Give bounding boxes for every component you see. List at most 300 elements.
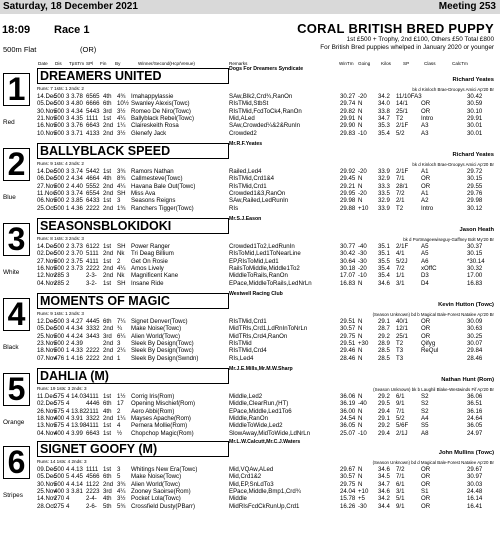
form-cell-win-time: 24.54 [340, 414, 356, 422]
column-header-dist: Dis [55, 61, 62, 66]
form-cell-remarks: MiddleToRails,RanOn [229, 272, 288, 280]
form-cell-trap-split: 5 4.45 [66, 473, 83, 481]
form-cell-kilos: 35.5 [378, 257, 390, 265]
form-cell-finish: 1st [103, 197, 112, 205]
form-cell-going: N [358, 197, 363, 205]
form-cell-win-time: 29.75 [340, 332, 356, 340]
form-cell-winner-second: Claireskeith Rosa [131, 122, 179, 130]
form-cell-win-time: 29.92 [340, 168, 356, 175]
form-cell-sectionals: 2223 [86, 487, 100, 495]
form-cell-date: 06.Nov [37, 197, 57, 205]
form-cell-date: 13.Nov [37, 422, 57, 430]
form-cell-sectionals: 4111 [86, 393, 99, 400]
form-cell-win-time: 29.51 [340, 339, 356, 347]
form-cell-winner-second: Whitings New Era(Towc) [131, 466, 198, 473]
form-cell-kilos: 29.1 [378, 414, 390, 422]
form-cell-date: 05.Dec [37, 325, 57, 333]
form-cell-date: 16.Nov [37, 122, 57, 130]
form-cell-sp: 6/1 [396, 393, 405, 400]
form-cell-going: -40 [358, 400, 367, 408]
form-cell-finish: 2nd [103, 204, 114, 212]
form-cell-going: -40 [358, 243, 367, 250]
form-cell-kilos: 34.7 [378, 480, 390, 488]
form-cell-finish: 4th [103, 175, 112, 183]
form-cell-finish: 2nd [103, 354, 114, 362]
form-cell-calc-time: 16.83 [467, 279, 483, 287]
form-cell-calc-time: 30.63 [467, 325, 483, 333]
race-prize: 1st £500 + Trophy, 2nd £100, Others £50 Total £800 [346, 36, 494, 43]
form-cell-finish: 2nd [103, 264, 114, 272]
form-cell-finish: 1st [103, 257, 112, 265]
form-cell-date: 09.Dec [37, 466, 57, 473]
form-cell-class: S2 [421, 400, 429, 408]
form-cell-trap-split: 3 3.74 [66, 189, 83, 197]
form-cell-going: N [358, 182, 363, 190]
trap-colour: Red [3, 119, 15, 126]
column-header-finish: Fin [100, 61, 107, 66]
form-cell-win-time: 30.57 [340, 325, 356, 333]
form-cell-date: 11.Nov [37, 189, 56, 197]
breeding-info: bk d Portmageewiseguy-Gaffney Bolt My'20 Br [403, 237, 494, 242]
form-cell-by: 3¾ [117, 480, 126, 488]
form-cell-sectionals: 3332 [86, 325, 100, 333]
form-cell-by: 3¾ [117, 168, 126, 175]
form-cell-remarks: Mid,EP,SnLdTo3 [229, 480, 274, 488]
form-cell-dist: 500 [54, 332, 65, 340]
form-row [0, 355, 500, 363]
form-cell-winner-second: Pernera Mollie(Rom) [131, 422, 188, 430]
form-cell-class: S2 [421, 407, 429, 415]
form-cell-calc-time: 29.55 [467, 182, 483, 190]
form-cell-by: 3 [117, 197, 121, 205]
form-cell-finish: 3rd [103, 487, 112, 495]
form-cell-sp: 1/1 [396, 272, 405, 280]
form-cell-date: 11.Dec [37, 393, 56, 400]
form-cell-dist: 500 [54, 122, 65, 130]
form-cell-winner-second: Ballyblack Rebel(Towc) [131, 114, 194, 122]
form-cell-class: OR [421, 325, 431, 333]
form-cell-remarks: Middle,ClearRun,(HT) [229, 400, 289, 408]
form-cell-kilos: 34.6 [378, 279, 390, 287]
form-cell-trap-split: 2 4.40 [66, 182, 83, 190]
form-cell-winner-second: Miss Ava [131, 189, 156, 197]
form-cell-winner-second: Ramors Nathan [131, 168, 174, 175]
form-cell-sp: 25/1 [396, 332, 408, 340]
form-cell-dist: 500 [54, 347, 65, 355]
form-cell-trap-split: 2 3.75 [66, 257, 83, 265]
form-cell-trap-split: 4 [66, 400, 70, 408]
form-cell-dist: 400 [54, 414, 65, 422]
form-cell-sp: 7/2 [396, 264, 405, 272]
form-row [0, 430, 500, 438]
form-cell-winner-second: Mayses Apache(Rom) [131, 414, 191, 422]
form-cell-date: 30.Nov [37, 480, 57, 488]
form-cell-dist: 500 [54, 182, 65, 190]
form-cell-win-time: 30.64 [340, 257, 356, 265]
form-cell-remarks: Middle,Led2 [229, 393, 263, 400]
form-cell-finish: 1st [103, 422, 112, 430]
form-cell-dist: 500 [54, 257, 65, 265]
form-cell-dist: 500 [54, 93, 65, 100]
form-cell-going: N [358, 175, 363, 183]
form-cell-remarks: MidRIsFcdCkRunUp,Crd1 [229, 502, 300, 510]
form-cell-date: 30.Nov [37, 107, 57, 115]
form-cell-winner-second: Zooney Saoirse(Rom) [131, 487, 191, 495]
form-cell-date: 10.Nov [37, 129, 57, 137]
form-cell-date: 23.Nov [37, 339, 57, 347]
form-cell-winner-second: Chopchop Magic(Rom) [131, 429, 194, 437]
form-cell-going: N [358, 480, 363, 488]
form-cell-dist: 500 [54, 480, 65, 488]
form-cell-winner-second: Pocket Lola(Towc) [131, 495, 181, 503]
form-cell-kilos: 33.9 [378, 204, 390, 212]
form-cell-kilos: 29.4 [378, 429, 390, 437]
form-row [0, 280, 500, 288]
form-cell-remarks: SAw,Railed,LedRunIn [229, 197, 289, 205]
form-cell-win-time: 29.46 [340, 347, 356, 355]
form-cell-class: ReQul [421, 347, 439, 355]
form-cell-sectionals: 2222 [86, 264, 100, 272]
form-cell-win-time: 29.51 [340, 318, 356, 325]
form-cell-calc-time: 30.12 [467, 204, 483, 212]
form-cell-kilos: 35.4 [378, 129, 390, 137]
form-cell-going: +5 [358, 495, 365, 503]
form-cell-remarks: RIsTMid,Crd4 [229, 347, 267, 355]
dog-name: BALLYBLACK SPEED [37, 143, 229, 159]
form-cell-win-time: 25.07 [340, 429, 356, 437]
form-cell-win-time: 30.27 [340, 93, 356, 100]
form-cell-date: 02.Dec [37, 400, 57, 408]
runs-summary: Runs: 7 1sts: 1 2nds: 2 [37, 86, 84, 91]
form-cell-kilos: 34.7 [378, 114, 390, 122]
runs-summary: Runs: 19 1sts: 3 2nds: 3 [37, 386, 87, 391]
dog-name: SIGNET GOOFY (M) [37, 441, 229, 457]
form-cell-date: 18.Nov [37, 347, 57, 355]
meeting-number: Meeting 253 [438, 1, 496, 12]
form-cell-remarks: SAw,Blk2,Crd¾,RanOn [229, 93, 293, 100]
form-cell-win-time: 36.06 [340, 393, 356, 400]
form-cell-going: N [358, 422, 363, 430]
form-cell-class: OR [421, 182, 431, 190]
form-cell-winner-second: Magnificent Kane [131, 272, 179, 280]
form-cell-trap-split: 4 14.03 [66, 393, 87, 400]
form-cell-finish: 6th [103, 318, 112, 325]
form-cell-class: OR [421, 480, 431, 488]
breeding-info: (Season Unknown) bk b Laughil Blake-Westwinds Fif Ap'20 Br [373, 387, 494, 392]
form-cell-sp: T2 [396, 204, 404, 212]
form-cell-dist: 500 [54, 175, 65, 183]
form-cell-date: 16.Nov [37, 264, 57, 272]
form-cell-sp: 25/1 [396, 107, 408, 115]
form-cell-class: OR [421, 100, 431, 108]
form-cell-finish: 2nd [103, 122, 114, 130]
runs-summary: Runs: 9 1sts: 4 2nds: 2 [37, 161, 84, 166]
form-cell-class: A5 [421, 243, 429, 250]
runs-summary: Runs: 9 1sts: 1 2nds: 3 [37, 311, 84, 316]
form-cell-trap-split: 4 13.82 [66, 407, 87, 415]
form-cell-calc-time: 28.46 [467, 354, 483, 362]
form-cell-finish: 2nd [103, 347, 114, 355]
trainer-name: Jason Heath [459, 227, 494, 233]
form-cell-calc-time: 30.37 [467, 243, 483, 250]
form-cell-trap-split: 3 3.78 [66, 93, 83, 100]
column-header-date: Date [38, 61, 48, 66]
form-cell-trap-split: 2 3.73 [66, 264, 83, 272]
form-cell-sp: T2 [396, 114, 404, 122]
form-cell-dist: 500 [54, 264, 65, 272]
form-cell-win-time: 30.57 [340, 473, 356, 481]
form-cell-going: N [358, 325, 363, 333]
trainer-name: Nathan Hunt (Rom) [441, 377, 494, 383]
form-cell-remarks: SlowAway,MidToWide,LdNrLn [229, 429, 311, 437]
trap-number: 4 [3, 298, 30, 331]
form-cell-going: +10 [358, 204, 369, 212]
form-cell-date: 12.Nov [37, 272, 57, 280]
form-cell-going: N [358, 393, 363, 400]
form-cell-class: 30.42 [467, 93, 483, 100]
form-cell-going: -20 [358, 264, 367, 272]
form-cell-kilos: 28.7 [378, 325, 390, 333]
form-cell-calc-time: 29.98 [467, 197, 483, 205]
form-cell-remarks: RIsTMid,Crd1 [229, 182, 267, 190]
form-cell-finish: 1st [103, 466, 112, 473]
form-cell-class: S1 [421, 487, 429, 495]
form-cell-date: 12.Dec [37, 318, 57, 325]
form-cell-date: 14.Dec [37, 168, 57, 175]
form-cell-date: 18.Nov [37, 414, 57, 422]
form-cell-by: 1¾ [117, 204, 126, 212]
race-name: Race 1 [54, 24, 90, 36]
form-cell-win-time: 29.75 [340, 480, 356, 488]
form-cell-sectionals: 2111 [86, 407, 99, 415]
form-cell-going: -20 [358, 189, 367, 197]
form-cell-remarks: RIsTMid,FcdToCk4,RanOn [229, 107, 302, 115]
form-cell-remarks: Mid,ALed [229, 114, 255, 122]
form-cell-win-time: 29.67 [340, 466, 356, 473]
form-cell-by: SH [117, 189, 126, 197]
form-cell-winner-second: Amos Lively [131, 264, 164, 272]
form-cell-by: 1¼ [117, 122, 126, 130]
form-cell-class: D4 [421, 279, 429, 287]
form-cell-sectionals: 4446 [86, 400, 100, 408]
form-cell-by: 3½ [117, 495, 126, 503]
form-cell-winner-second: Alien World(Towc) [131, 332, 180, 340]
form-cell-calc-time: 30.15 [467, 175, 483, 183]
form-cell-dist: 500 [54, 107, 65, 115]
form-cell-win-time: 16.26 [340, 502, 356, 510]
race-grade: (OR) [80, 45, 97, 54]
form-cell-finish: 2nd [103, 339, 114, 347]
form-cell-sectionals: 4111 [86, 257, 99, 265]
form-cell-win-time: 29.90 [340, 122, 356, 130]
form-cell-date: 05.Dec [37, 100, 57, 108]
form-cell-by: 3½ [117, 129, 126, 137]
form-cell-sp: 7/2 [396, 189, 405, 197]
trap-number: 3 [3, 223, 30, 256]
form-cell-remarks: RIs,Led4 [229, 354, 254, 362]
owner-name: Mr.L.W.Calcutt,Mr.C.J.Waters [229, 439, 301, 445]
form-cell-finish: 6th [103, 400, 112, 408]
meeting-header-bar [0, 0, 500, 14]
form-cell-finish: 1st [103, 429, 112, 437]
form-cell-trap-split: 2 3.73 [66, 243, 83, 250]
form-cell-kilos: 35.4 [378, 272, 390, 280]
form-cell-dist: 575 [54, 393, 65, 400]
form-cell-finish: 2nd [103, 182, 114, 190]
form-cell-trap-split: 4 3.99 [66, 429, 83, 437]
form-cell-win-time: 29.91 [340, 114, 356, 122]
form-cell-dist: 500 [54, 339, 65, 347]
form-cell-class: Qifyg [421, 339, 436, 347]
trap-number: 1 [3, 73, 30, 106]
form-cell-winner-second: Signet Denver(Towc) [131, 318, 188, 325]
form-cell-remarks: MidTRls,Crd1,LdRnInToNrLn [229, 325, 308, 333]
form-cell-class: A3 [421, 129, 429, 137]
form-cell-trap-split: 3 4.80 [66, 100, 83, 108]
form-cell-win-time: 36.19 [340, 400, 356, 408]
form-cell-going: -10 [358, 272, 367, 280]
form-cell-trap-split: 2 3.70 [66, 250, 83, 258]
form-cell-class: A2 [421, 197, 429, 205]
form-cell-winner-second: Make Noise(Towc) [131, 325, 182, 333]
form-cell-finish: 4th [103, 93, 112, 100]
dog-name: DAHLIA (M) [37, 368, 229, 384]
form-cell-dist: 500 [54, 243, 65, 250]
form-cell-going: N [358, 100, 363, 108]
trap-number: 6 [3, 446, 30, 479]
trap-number: 5 [3, 373, 30, 406]
trainer-name: Richard Yeates [452, 77, 494, 83]
form-cell-winner-second: Power Ranger [131, 243, 170, 250]
form-cell-sectionals: 3-2- [86, 279, 97, 287]
form-cell-by: 4¼ [117, 182, 126, 190]
form-cell-going: -30 [358, 502, 367, 510]
form-cell-remarks: RIsTMid,StbSt [229, 100, 269, 108]
form-cell-sp: 5/2 [396, 414, 405, 422]
form-cell-kilos: 34.0 [378, 100, 390, 108]
form-cell-winner-second: Opening Mischief(Rom) [131, 400, 196, 408]
form-cell-sectionals: 2-6- [86, 502, 97, 510]
column-header-calc-time: CalcTm [452, 61, 468, 66]
form-cell-dist: 270 [54, 495, 65, 503]
form-cell-by: 4 [117, 422, 121, 430]
form-cell-win-time: 30.42 [340, 250, 356, 258]
form-cell-finish: 1st [103, 168, 112, 175]
form-cell-trap-split: 3 3.81 [66, 487, 83, 495]
form-cell-win-time: 17.07 [340, 272, 356, 280]
form-cell-finish: 2nd [103, 414, 114, 422]
form-cell-class: OR [421, 107, 431, 115]
owner-name: Mr.J.E.Mills,Mr.M.W.Sharp [229, 366, 293, 372]
form-cell-calc-time: 29.67 [467, 466, 483, 473]
form-cell-remarks: EP,RIsToMid,Led1 [229, 257, 279, 265]
dog-name: DREAMERS UNITED [37, 68, 229, 84]
form-cell-sectionals: 1122 [86, 480, 100, 488]
form-cell-date: 14.Dec [37, 243, 57, 250]
owner-name: Mr.S.J.Eason [229, 216, 262, 222]
form-cell-winner-second: Tri Deag Billium [131, 250, 174, 258]
form-cell-calc-time: 30.07 [467, 339, 483, 347]
form-cell-remarks: MidTRls,Crd4,RanOn [229, 332, 288, 340]
form-cell-date: 06.Dec [37, 175, 57, 183]
form-cell-finish: 2nd [103, 272, 114, 280]
form-cell-kilos: 32.9 [378, 197, 390, 205]
form-cell-trap-split: 2 4.34 [66, 175, 83, 183]
form-cell-kilos: 29.5 [378, 400, 390, 408]
form-cell-by: SH [117, 243, 126, 250]
form-cell-remarks: Crowded2 [229, 129, 257, 137]
form-cell-class: OR [421, 473, 431, 481]
form-cell-by: 10½ [117, 100, 129, 108]
owner-name: Mr.R.F.Yeates [229, 141, 263, 147]
form-cell-win-time: 29.83 [340, 129, 356, 137]
form-cell-calc-time: 29.84 [467, 347, 483, 355]
form-cell-win-time: 29.98 [340, 197, 356, 205]
column-header-class: Class [424, 61, 436, 66]
runs-summary: Runs: 14 1sts: 4 2nds: 3 [37, 459, 87, 464]
form-cell-dist: 575 [54, 400, 65, 408]
form-cell-kilos: 29.2 [378, 422, 390, 430]
form-cell-date: 28.Oct [37, 502, 55, 510]
form-cell-sectionals: 6122 [86, 243, 100, 250]
trap-colour: Black [3, 344, 19, 351]
form-cell-finish: 6th [103, 473, 112, 481]
form-cell-winner-second: Callmesteve(Towc) [131, 175, 183, 183]
form-cell-finish: 1st [103, 243, 112, 250]
form-cell-going: -10 [358, 429, 367, 437]
form-cell-dist: 500 [54, 197, 65, 205]
form-cell-win-time: 29.82 [340, 107, 356, 115]
form-cell-sectionals: 5443 [86, 107, 100, 115]
form-cell-finish: 1st [103, 279, 112, 287]
form-cell-kilos: 28.9 [378, 339, 390, 347]
breeding-info: bk d Kinloch Brae-Droopys Amici Ap'20 Br [412, 87, 494, 92]
form-cell-sp: T3 [396, 347, 404, 355]
form-cell-by: ¾ [117, 325, 123, 333]
form-cell-trap-split: 1 4.16 [66, 354, 83, 362]
form-cell-sectionals: 1111 [86, 466, 99, 473]
form-cell-winner-second: Aero Abbi(Rom) [131, 407, 175, 415]
form-cell-trap-split: 3 4.35 [66, 114, 83, 122]
form-cell-kilos: 33.3 [378, 182, 390, 190]
form-cell-date: 25.Nov [37, 332, 57, 340]
form-cell-sp: 28/1 [396, 182, 408, 190]
form-cell-sp: 12/1 [396, 325, 408, 333]
form-cell-kilos: 29.2 [378, 332, 390, 340]
form-cell-finish: 3rd [103, 107, 112, 115]
form-cell-sp: 2/1 [396, 197, 405, 205]
form-cell-class: A8 [421, 429, 429, 437]
form-cell-calc-time: 30.97 [467, 473, 483, 481]
race-time: 18:09 [2, 24, 31, 36]
owner-name: Dogs For Dreamers Syndicate [229, 66, 304, 72]
form-cell-finish: 2nd [103, 250, 114, 258]
form-cell-trap-split: 4 4.34 [66, 325, 83, 333]
form-cell-finish: 1st [103, 114, 112, 122]
form-cell-dist: 500 [54, 114, 65, 122]
form-cell-going: N [358, 407, 363, 415]
form-cell-dist: 500 [54, 473, 65, 481]
form-cell-sectionals: 6643 [86, 122, 100, 130]
form-cell-trap-split: 3 [66, 272, 70, 280]
column-header-going: Going [358, 61, 371, 66]
form-cell-date: 04.Nov [37, 429, 57, 437]
form-cell-calc-time: 36.06 [467, 393, 483, 400]
form-cell-class: Intro [421, 114, 434, 122]
form-cell-kilos: 34.2 [378, 93, 390, 100]
form-cell-finish: 6th [103, 100, 112, 108]
form-cell-calc-time: 30.15 [467, 250, 483, 258]
